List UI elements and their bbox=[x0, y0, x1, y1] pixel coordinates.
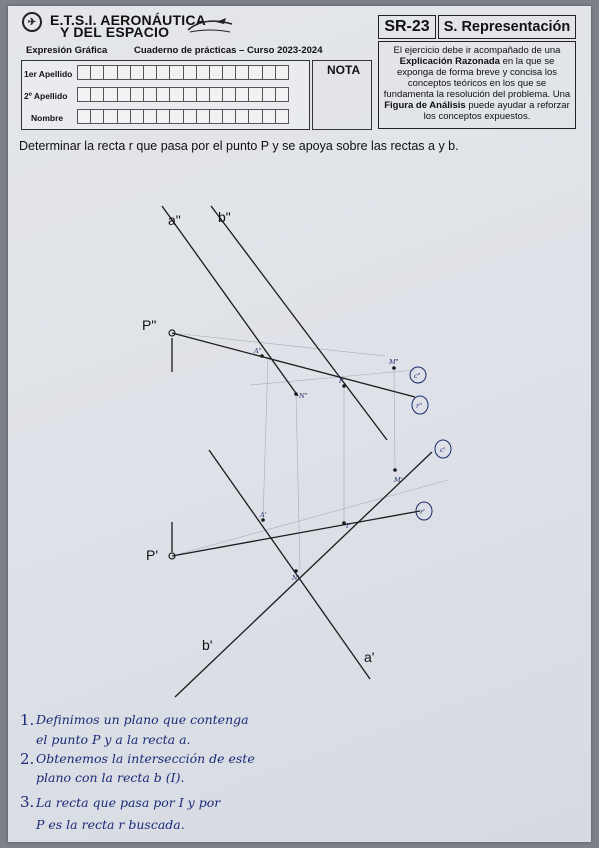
second-surname-label: 2º Apellido bbox=[24, 91, 68, 101]
note-bold-1: Explicación Razonada bbox=[399, 56, 500, 67]
step-1-number: 1. bbox=[20, 711, 35, 729]
course-label: Cuaderno de prácticas – Curso 2023-2024 bbox=[134, 45, 323, 56]
line-r-elevation bbox=[172, 333, 415, 397]
institution-name-line2: Y DEL ESPACIO bbox=[60, 24, 170, 40]
step-2-line-2: plano con la recta b (I). bbox=[36, 770, 185, 785]
label-c-plan: c' bbox=[440, 446, 446, 454]
step-2-number: 2. bbox=[20, 750, 35, 768]
label-I-elevation: I" bbox=[339, 377, 345, 385]
label-N-plan: N' bbox=[292, 574, 300, 582]
label-b-elevation: b" bbox=[218, 209, 231, 225]
first-surname-label: 1er Apellido bbox=[24, 69, 73, 79]
step-1-line-2: el punto P y a la recta a. bbox=[36, 732, 191, 747]
step-1-line-1: Definimos un plano que contenga bbox=[36, 712, 249, 727]
exercise-title: S. Representación bbox=[438, 15, 576, 39]
step-3-line-2: P es la recta r buscada. bbox=[36, 817, 185, 832]
label-r-plan: r' bbox=[420, 508, 425, 516]
grade-label: NOTA bbox=[327, 63, 361, 77]
label-r-elevation: r" bbox=[416, 402, 423, 410]
point-N-elevation bbox=[294, 392, 298, 396]
label-a-elevation: a" bbox=[168, 212, 181, 228]
label-M-plan: M' bbox=[394, 476, 403, 484]
label-P-plan: P' bbox=[146, 547, 159, 563]
label-b-plan: b' bbox=[202, 637, 213, 653]
exercise-code: SR-23 bbox=[378, 15, 436, 39]
line-r-plan bbox=[172, 511, 420, 556]
name-label: Nombre bbox=[31, 113, 64, 123]
label-A-plan: A' bbox=[260, 511, 267, 519]
label-M-elevation: M" bbox=[389, 358, 399, 366]
step-2-line-1: Obtenemos la intersección de este bbox=[36, 751, 255, 766]
line-b-elevation bbox=[211, 206, 387, 440]
point-M-plan bbox=[393, 468, 397, 472]
point-N-plan bbox=[294, 569, 298, 573]
label-P-elevation: P" bbox=[142, 317, 157, 333]
step-3-number: 3. bbox=[20, 793, 35, 811]
note-text-2: en la que se exponga de forma breve y concisa los conceptos teóricos en los que se fundamenta la resolución del problema. Una bbox=[383, 56, 571, 100]
label-c-elevation: c" bbox=[414, 372, 421, 380]
label-I-plan: I' bbox=[346, 522, 351, 530]
construction-lines bbox=[172, 333, 448, 570]
school-logo: ✈ bbox=[22, 12, 42, 32]
line-a-elevation bbox=[162, 206, 298, 396]
point-M-elevation bbox=[392, 366, 396, 370]
note-text-1: El ejercicio debe ir acompañado de una bbox=[393, 45, 561, 56]
step-3-line-1: La recta que pasa por I y por bbox=[36, 795, 221, 810]
problem-statement: Determinar la recta r que pasa por el punto P y se apoya sobre las rectas a y b. bbox=[19, 139, 459, 153]
label-A-elevation: A" bbox=[254, 347, 262, 355]
label-N-elevation: N" bbox=[299, 392, 308, 400]
line-a-plan bbox=[209, 450, 370, 679]
note-bold-2: Figura de Análisis bbox=[384, 100, 466, 111]
institution-name-line1: E.T.S.I. AERONÁUTICA bbox=[50, 12, 206, 28]
subject-label: Expresión Gráfica bbox=[26, 45, 108, 56]
note-text-3: puede ayudar a reforzar los conceptos expuestos. bbox=[423, 100, 570, 122]
line-b-plan bbox=[175, 452, 432, 697]
label-a-plan: a' bbox=[364, 649, 375, 665]
